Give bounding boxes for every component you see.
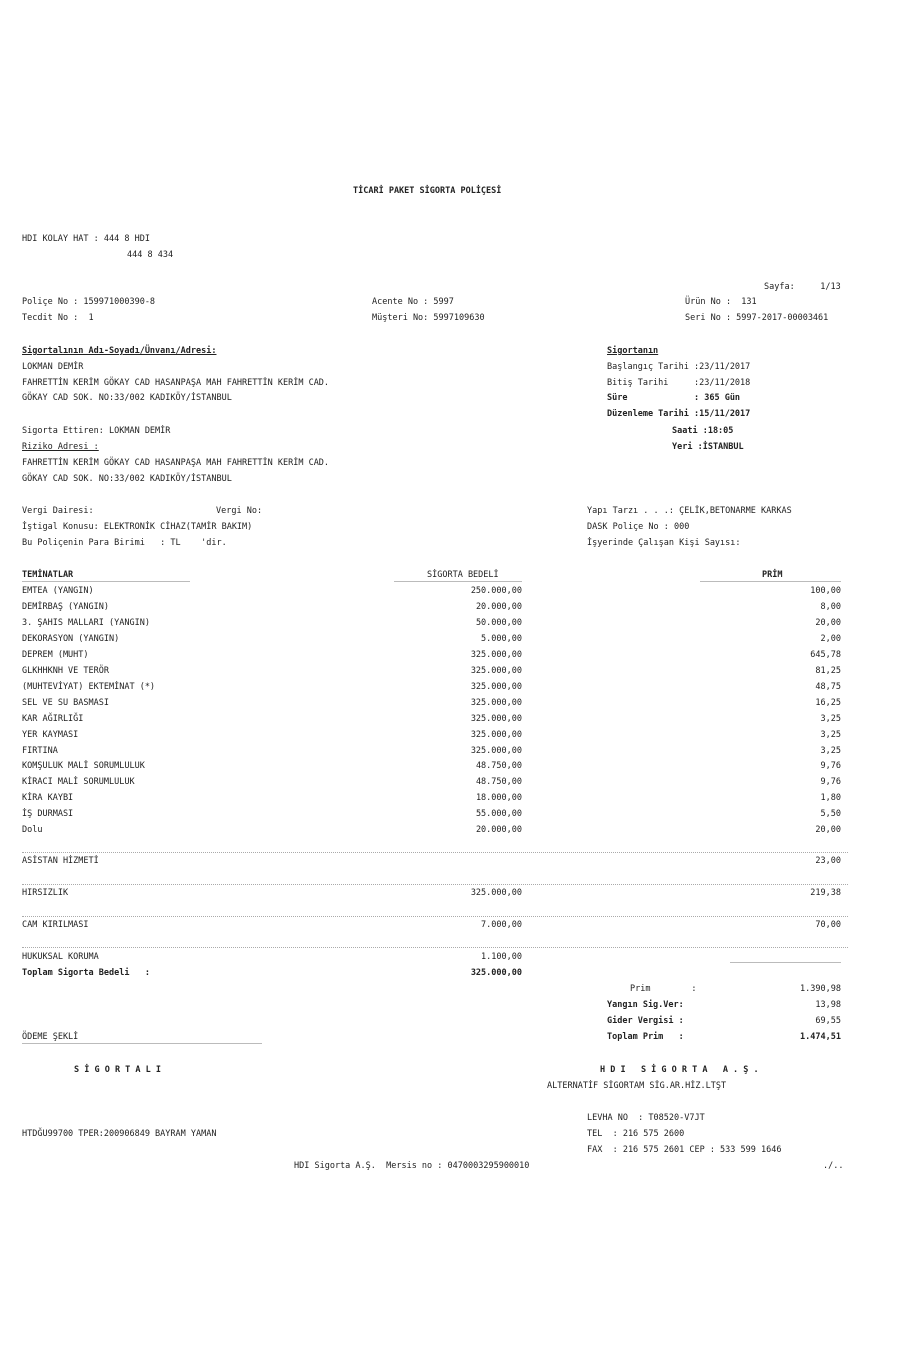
glass-row (22, 920, 844, 931)
coverage-sum: 48.750,00 (475, 761, 522, 772)
coverage-name: HIRSIZLIK (22, 888, 69, 898)
coverage-sum: 1.100,00 (481, 952, 522, 962)
document-title: TİCARİ PAKET SİGORTA POLİÇESİ (353, 186, 502, 196)
period-heading: Sigortanın (607, 346, 659, 356)
coverage-premium: 3,25 (820, 729, 841, 740)
coverage-sum: 20.000,00 (475, 601, 522, 612)
coverage-name: İŞ DURMASI (22, 809, 74, 820)
tax-number: Vergi No: (216, 506, 263, 516)
insured-address-line-1: FAHRETTİN KERİM GÖKAY CAD HASANPAŞA MAH FAHRETTİN KERİM CAD. (22, 378, 330, 388)
duration: Süre : 365 Gün (607, 393, 741, 403)
coverage-name: DEKORASYON (YANGIN) (22, 633, 120, 644)
premium-value: 1.390,98 (800, 984, 841, 994)
coverage-premium: 23,00 (815, 856, 841, 866)
premium-header-underline (700, 581, 841, 582)
end-date: Bitiş Tarihi :23/11/2018 (607, 378, 751, 388)
employee-count: İşyerinde Çalışan Kişi Sayısı: (587, 538, 741, 548)
coverage-sum: 325.000,00 (470, 745, 522, 756)
coverage-sum: 50.000,00 (475, 617, 522, 628)
coverage-premium: 219,38 (810, 888, 841, 898)
total-premium-value: 1.474,51 (800, 1032, 841, 1042)
coverage-row (22, 586, 844, 597)
coverage-sum: 325.000,00 (470, 713, 522, 724)
coverages-header-underline (22, 581, 190, 582)
policy-number: Poliçe No : 159971000390-8 (22, 297, 156, 307)
coverage-name: CAM KIRILMASI (22, 920, 89, 930)
coverage-premium: 9,76 (820, 761, 841, 772)
coverage-sum: 325.000,00 (470, 649, 522, 660)
divider (22, 916, 848, 917)
coverage-row (22, 730, 844, 741)
coverage-sum: 325.000,00 (470, 729, 522, 740)
coverage-premium: 8,00 (820, 601, 841, 612)
page-number: Sayfa: 1/13 (764, 282, 841, 292)
coverage-row (22, 714, 844, 725)
total-sum-value: 325.000,00 (470, 968, 522, 978)
premium-header: PRİM (762, 570, 783, 580)
company-signature-label: H D I S İ G O R T A A . Ş . (600, 1065, 759, 1075)
risk-address-label: Riziko Adresi : (22, 442, 99, 452)
coverage-premium: 16,25 (815, 697, 841, 708)
agency-name: ALTERNATİF SİGORTAM SİG.AR.HİZ.LTŞT (547, 1081, 727, 1091)
phone: TEL : 216 575 2600 (587, 1129, 685, 1139)
insured-name: LOKMAN DEMİR (22, 362, 84, 372)
fire-tax-label: Yangın Sig.Ver: (607, 1000, 684, 1010)
coverage-name: SEL VE SU BASMASI (22, 697, 109, 708)
coverage-sum: 48.750,00 (475, 777, 522, 788)
coverage-name: (MUHTEVİYAT) EKTEMİNAT (*) (22, 681, 156, 692)
payment-method: ÖDEME ŞEKLİ (22, 1032, 79, 1042)
coverage-name: EMTEA (YANGIN) (22, 586, 94, 596)
total-premium-label: Toplam Prim : (607, 1032, 684, 1042)
customer-number: Müşteri No: 5997109630 (372, 313, 485, 323)
coverages-header: TEMİNATLAR (22, 570, 74, 580)
coverage-premium: 1,80 (820, 793, 841, 804)
fire-tax-value: 13,98 (815, 1000, 841, 1010)
coverage-premium: 20,00 (815, 617, 841, 628)
coverage-row (22, 793, 844, 804)
payment-method-underline (22, 1043, 262, 1044)
coverage-row (22, 777, 844, 788)
coverage-row (22, 602, 844, 613)
total-sum-row (22, 968, 844, 979)
divider (22, 947, 848, 948)
coverage-row (22, 650, 844, 661)
tax-office: Vergi Dairesi: (22, 506, 94, 516)
coverage-sum: 7.000,00 (481, 920, 522, 930)
coverage-premium: 70,00 (815, 920, 841, 930)
coverage-name: KİRA KAYBI (22, 793, 74, 804)
continued-mark: ./.. (823, 1161, 844, 1171)
coverage-row (22, 761, 844, 772)
risk-address-line-1: FAHRETTİN KERİM GÖKAY CAD HASANPAŞA MAH FAHRETTİN KERİM CAD. (22, 458, 330, 468)
coverage-sum: 250.000,00 (470, 586, 522, 596)
coverage-name: DEMİRBAŞ (YANGIN) (22, 601, 109, 612)
fax-mobile: FAX : 216 575 2601 CEP : 533 599 1646 (587, 1145, 782, 1155)
issue-place: Yeri :İSTANBUL (672, 442, 744, 452)
insured-heading: Sigortalının Adı-Soyadı/Ünvanı/Adresi: (22, 346, 217, 356)
renewal-number: Tecdit No : 1 (22, 313, 94, 323)
coverage-premium: 645,78 (810, 649, 841, 660)
sum-insured-header: SİGORTA BEDELİ (427, 570, 499, 580)
hotline-line-2: 444 8 434 (127, 250, 174, 260)
coverage-row (22, 825, 844, 836)
coverage-sum: 325.000,00 (470, 697, 522, 708)
coverage-sum: 18.000,00 (475, 793, 522, 804)
coverage-name: 3. ŞAHIS MALLARI (YANGIN) (22, 617, 150, 628)
mersis-number: HDI Sigorta A.Ş. Mersis no : 0470003295900010 (294, 1161, 530, 1171)
business-activity: İştigal Konusu: ELEKTRONİK CİHAZ(TAMİR BAKIM) (22, 522, 253, 532)
divider (22, 884, 848, 885)
coverage-row (22, 698, 844, 709)
coverage-row (22, 634, 844, 645)
coverage-name: HUKUKSAL KORUMA (22, 952, 99, 962)
coverage-name: KAR AĞIRLIĞI (22, 713, 84, 724)
coverage-sum: 55.000,00 (475, 809, 522, 820)
coverage-row (22, 746, 844, 757)
coverage-name: YER KAYMASI (22, 729, 79, 740)
product-number: Ürün No : 131 (685, 297, 757, 307)
coverage-sum: 5.000,00 (481, 633, 522, 644)
coverage-premium: 100,00 (810, 586, 841, 596)
total-sum-label: Toplam Sigorta Bedeli : (22, 968, 150, 978)
hotline-line-1: HDI KOLAY HAT : 444 8 HDI (22, 234, 150, 244)
insured-signature-label: S İ G O R T A L I (74, 1065, 161, 1075)
agency-number: Acente No : 5997 (372, 297, 454, 307)
risk-address-line-2: GÖKAY CAD SOK. NO:33/002 KADIKÖY/İSTANBUL (22, 474, 232, 484)
serial-number: Seri No : 5997-2017-00003461 (685, 313, 829, 323)
coverage-row (22, 618, 844, 629)
coverage-premium: 5,50 (820, 809, 841, 820)
insured-address-line-2: GÖKAY CAD SOK. NO:33/002 KADIKÖY/İSTANBUL (22, 393, 232, 403)
coverage-row (22, 666, 844, 677)
coverage-name: KOMŞULUK MALİ SORUMLULUK (22, 761, 145, 772)
coverage-premium: 2,00 (820, 633, 841, 644)
theft-row (22, 888, 844, 899)
agent-info: HTDĞU99700 TPER:200906849 BAYRAM YAMAN (22, 1129, 217, 1139)
assistance-row (22, 856, 844, 867)
coverage-sum: 325.000,00 (470, 681, 522, 692)
coverage-sum: 20.000,00 (475, 825, 522, 836)
coverage-name: KİRACI MALİ SORUMLULUK (22, 777, 135, 788)
construction-type: Yapı Tarzı . . .: ÇELİK,BETONARME KARKAS (587, 506, 792, 516)
coverage-row (22, 809, 844, 820)
policyholder: Sigorta Ettiren: LOKMAN DEMİR (22, 426, 171, 436)
coverage-name: DEPREM (MUHT) (22, 649, 89, 660)
coverage-premium: 9,76 (820, 777, 841, 788)
coverage-row (22, 682, 844, 693)
coverage-premium: 3,25 (820, 745, 841, 756)
coverage-name: Dolu (22, 825, 43, 836)
coverage-premium: 48,75 (815, 681, 841, 692)
currency: Bu Poliçenin Para Birimi : TL 'dir. (22, 538, 227, 548)
divider (730, 962, 841, 963)
coverage-premium: 81,25 (815, 665, 841, 676)
expense-tax-value: 69,55 (815, 1016, 841, 1026)
coverage-premium: 20,00 (815, 825, 841, 836)
coverage-sum: 325.000,00 (470, 665, 522, 676)
coverage-name: FIRTINA (22, 745, 58, 756)
sum-insured-header-underline (394, 581, 522, 582)
coverage-name: GLKHHKNH VE TERÖR (22, 665, 109, 676)
legal-protection-row (22, 952, 844, 963)
coverage-premium: 3,25 (820, 713, 841, 724)
issue-time: Saati :18:05 (672, 426, 734, 436)
license-number: LEVHA NO : T08520-V7JT (587, 1113, 705, 1123)
premium-label: Prim : (630, 984, 697, 994)
divider (22, 852, 848, 853)
start-date: Başlangıç Tarihi :23/11/2017 (607, 362, 751, 372)
coverage-sum: 325.000,00 (470, 888, 522, 898)
expense-tax-label: Gider Vergisi : (607, 1016, 684, 1026)
dask-policy-number: DASK Poliçe No : 000 (587, 522, 690, 532)
issue-date: Düzenleme Tarihi :15/11/2017 (607, 409, 751, 419)
coverage-name: ASİSTAN HİZMETİ (22, 856, 99, 866)
